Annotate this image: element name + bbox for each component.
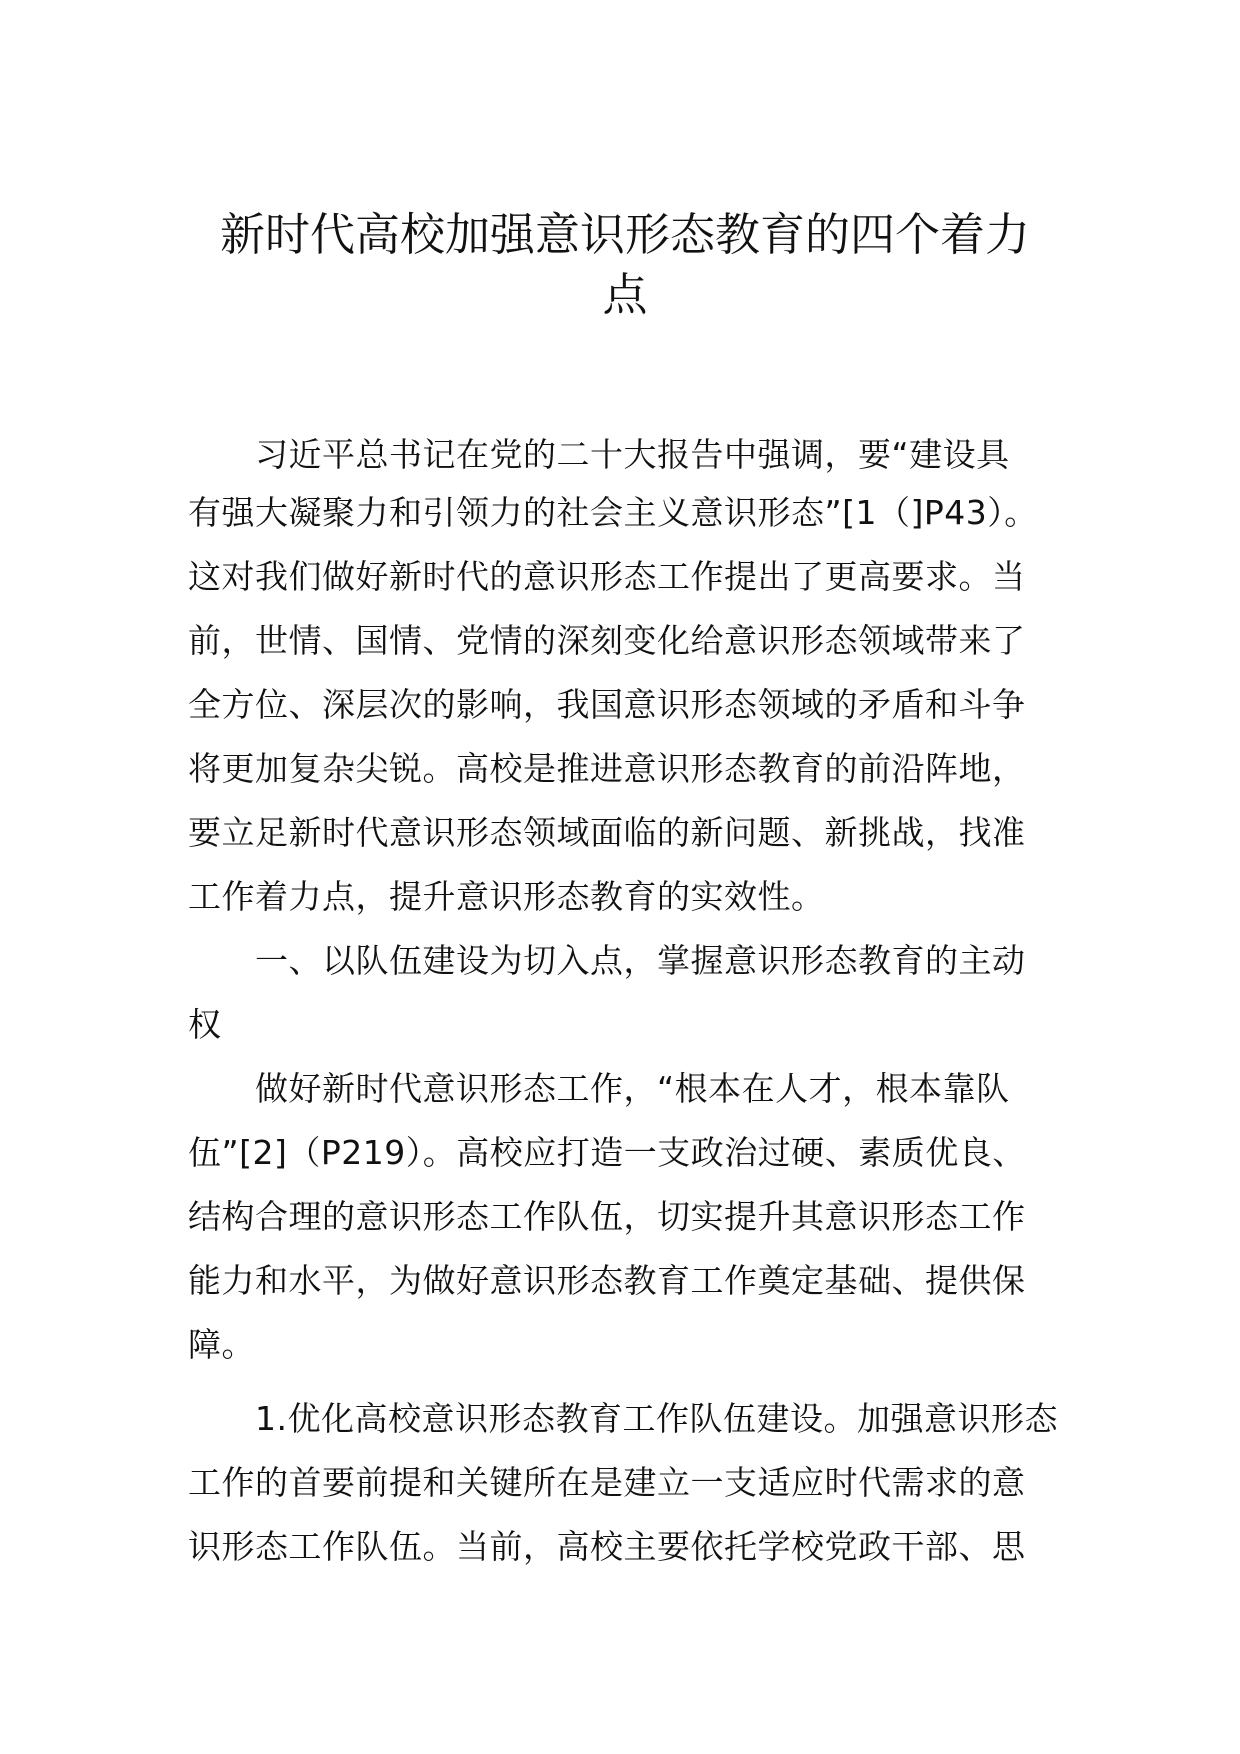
document-title-line-2: 点 — [602, 268, 648, 321]
document-title-line-1: 新时代高校加强意识形态教育的四个着力 — [219, 208, 1030, 261]
paragraph-line: 将更加复杂尖锐。高校是推进意识形态教育的前沿阵地， — [188, 749, 1026, 788]
paragraph-line: 识形态工作队伍。当前，高校主要依托学校党政干部、思 — [188, 1527, 1026, 1566]
paragraph-line: 工作着力点，提升意识形态教育的实效性。 — [188, 877, 825, 916]
section-heading-line: 权 — [188, 1005, 222, 1044]
paragraph-line: 工作的首要前提和关键所在是建立一支适应时代需求的意 — [188, 1463, 1026, 1502]
paragraph-line: 这对我们做好新时代的意识形态工作提出了更高要求。当 — [188, 557, 1026, 596]
paragraph-line: 1.优化高校意识形态教育工作队伍建设。加强意识形态 — [255, 1399, 1058, 1438]
paragraph-line: 有强大凝聚力和引领力的社会主义意识形态”[1（]P43）。 — [188, 493, 1038, 532]
section-heading-line: 一、以队伍建设为切入点，掌握意识形态教育的主动 — [255, 941, 1026, 980]
paragraph-line: 障。 — [188, 1325, 255, 1364]
paragraph-line: 结构合理的意识形态工作队伍，切实提升其意识形态工作 — [188, 1197, 1026, 1236]
paragraph-line: 前，世情、国情、党情的深刻变化给意识形态领域带来了 — [188, 621, 1026, 660]
paragraph-line: 做好新时代意识形态工作，“根本在人才，根本靠队 — [255, 1069, 1010, 1108]
paragraph-line: 要立足新时代意识形态领域面临的新问题、新挑战，找准 — [188, 813, 1026, 852]
paragraph-line: 习近平总书记在党的二十大报告中强调，要“建设具 — [255, 435, 1010, 474]
paragraph-line: 全方位、深层次的影响，我国意识形态领域的矛盾和斗争 — [188, 685, 1026, 724]
paragraph-line: 能力和水平，为做好意识形态教育工作奠定基础、提供保 — [188, 1261, 1026, 1300]
paragraph-line: 伍”[2]（P219）。高校应打造一支政治过硬、素质优良、 — [188, 1133, 1026, 1172]
